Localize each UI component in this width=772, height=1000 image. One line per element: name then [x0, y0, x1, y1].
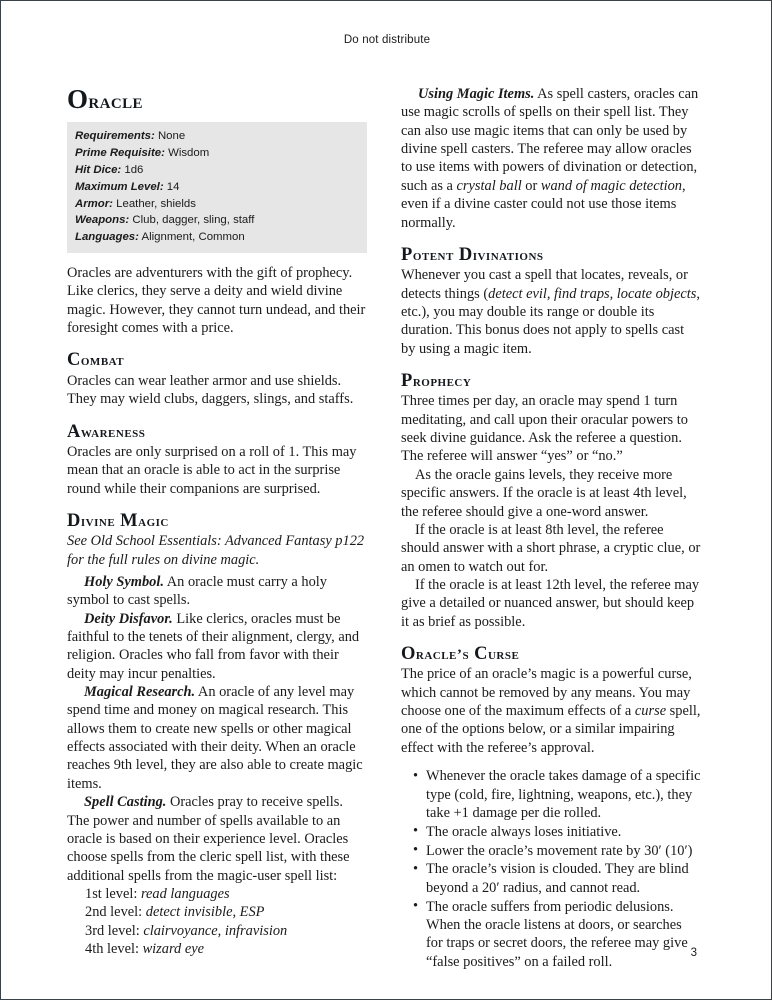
statblock-label: Hit Dice:	[75, 163, 122, 176]
page-title	[67, 85, 367, 113]
statblock-label: Weapons:	[75, 214, 130, 227]
bonus-spell-list	[67, 885, 367, 958]
section-heading-oracles-curse	[401, 644, 701, 664]
statblock-value: Club, dagger, sling, staff	[132, 214, 255, 227]
spell-level-label: 2nd level:	[85, 904, 146, 921]
run-in-text: An oracle of any level may spend time and money on magical research. This allows them to create new spells or other magical effects associated with their deity. When an oracle reaches 9th level, they are also able to create magic items.	[67, 684, 363, 792]
spell-list-item	[67, 940, 367, 958]
heading-rest-2: urse	[487, 646, 520, 664]
statblock-row	[75, 179, 359, 196]
section-heading-potent-divinations	[401, 245, 701, 265]
section-heading-combat	[67, 350, 367, 370]
statblock-value: Alignment, Common	[141, 231, 245, 244]
heading-rest-2: agic	[138, 512, 169, 530]
potent-divinations-paragraph	[401, 266, 701, 358]
page-title-initial: O	[67, 84, 89, 114]
spell-level-label: 3rd level:	[85, 922, 144, 939]
statblock-label: Maximum Level:	[75, 180, 164, 193]
heading-initial-2: C	[474, 644, 488, 665]
heading-rest: rophecy	[412, 373, 472, 391]
spell-list-item	[67, 922, 367, 940]
combat-paragraph: Oracles can wear leather armor and use shields. They may wield clubs, daggers, slings, and staffs.	[67, 372, 354, 408]
deity-disfavor-paragraph	[67, 610, 367, 683]
statblock-row	[75, 212, 359, 229]
oracles-curse-paragraph	[401, 665, 701, 757]
magical-research-paragraph	[67, 683, 367, 793]
heading-initial-2: M	[120, 510, 139, 531]
run-in-heading: Deity Disfavor.	[84, 610, 173, 627]
class-statblock	[67, 122, 367, 253]
heading-initial: O	[401, 644, 416, 665]
list-item: • The oracle suffers from periodic delusions. When the oracle listens at doors, or searches for traps or secret doors, the referee may give “false positives” on a failed roll.	[413, 898, 701, 971]
prophecy-paragraph-3: If the oracle is at least 8th level, the referee should answer with a short phrase, a cryptic clue, or an omen to watch out for.	[401, 521, 701, 575]
prophecy-paragraph-4: If the oracle is at least 12th level, the referee may give a detailed or nuanced answer, but should keep it as brief as possible.	[401, 576, 700, 630]
statblock-value: 14	[166, 180, 180, 193]
section-heading-prophecy	[401, 371, 701, 391]
statblock-row	[75, 229, 359, 246]
spell-names: clairvoyance, infravision	[143, 922, 288, 939]
statblock-row	[75, 128, 359, 145]
heading-rest-2: ivinations	[472, 246, 544, 264]
run-in-heading: Spell Casting.	[84, 794, 167, 811]
spell-list-item	[67, 903, 367, 921]
page-number: 3	[690, 947, 697, 959]
text-part2: , etc.), you may double its range or double its duration. This bonus does not apply to spells cast by using a magic item.	[401, 285, 700, 357]
curse-options-list	[401, 767, 701, 971]
left-column	[67, 85, 367, 958]
heading-initial: C	[67, 350, 81, 371]
statblock-label: Armor:	[75, 197, 113, 210]
statblock-label: Prime Requisite:	[75, 147, 165, 160]
text-part1: The price of an oracle’s magic is a powerful curse, which cannot be removed by any means. You may choose one of the maximum effects of a	[401, 666, 692, 720]
spell-names: detect invisible, ESP	[145, 904, 265, 921]
holy-symbol-paragraph	[67, 573, 367, 610]
statblock-row	[75, 162, 359, 179]
heading-rest: ivine	[80, 512, 116, 530]
intro-paragraph: Oracles are adventurers with the gift of prophecy. Like clerics, they serve a deity and wield divine magic. However, they cannot turn undead, and their foresight comes with a price.	[67, 265, 366, 337]
run-in-text: Oracles pray to receive spells. The power and number of spells available to an oracle is based on their experience level. Oracles choose spells from the cleric spell list, with these additional spells from the magic-user spell list:	[67, 794, 350, 884]
prophecy-paragraph-1: Three times per day, an oracle may spend 1 turn meditating, and call upon their oracular powers to seek divine guidance. Ask the referee a question. The referee will answer “yes” or “no.”	[401, 393, 688, 465]
statblock-row	[75, 145, 359, 162]
italic-item-wand: wand of magic detection	[540, 177, 682, 194]
spell-names: read languages	[140, 885, 230, 902]
list-item: • Whenever the oracle takes damage of a specific type (cold, fire, lightning, weapons, etc.), they take +1 damage per die rolled.	[413, 767, 701, 822]
spell-level-label: 1st level:	[85, 885, 141, 902]
statblock-row	[75, 196, 359, 213]
statblock-value: None	[157, 130, 186, 143]
page-title-rest: racle	[88, 89, 143, 113]
heading-initial: A	[67, 421, 81, 442]
awareness-paragraph: Oracles are only surprised on a roll of 1. This may mean that an oracle is able to act in the surprise round while their companions are surprised.	[67, 443, 357, 497]
heading-rest: otent	[412, 246, 454, 264]
run-in-text: Like clerics, oracles must be faithful to the tenets of their alignment, clergy, and religion. Oracles who fall from favor with their deity may incur penalties.	[67, 610, 360, 682]
statblock-value: 1d6	[124, 163, 144, 176]
statblock-label: Languages:	[75, 231, 139, 244]
heading-rest: ombat	[80, 352, 125, 370]
heading-initial-2: D	[458, 244, 473, 265]
spell-list-item	[67, 885, 367, 903]
heading-rest: racle’s	[415, 646, 470, 664]
right-column	[401, 85, 701, 972]
heading-initial: D	[67, 510, 81, 531]
text-part2: spell, one of the options below, or a similar impairing effect with the referee’s approval.	[401, 703, 701, 756]
run-in-heading: Holy Symbol.	[84, 573, 164, 590]
heading-initial: P	[401, 244, 413, 265]
run-in-text-part2: or	[521, 177, 541, 194]
statblock-label: Requirements:	[75, 130, 155, 143]
using-magic-items-paragraph	[401, 85, 701, 232]
italic-item-crystal-ball: crystal ball	[456, 177, 522, 194]
run-in-text-part1: As spell casters, oracles can use magic scrolls of spells on their spell list. They can also use magic items that can only be used by divine spell casters. The referee may allow oracles to use items with powers of divination or detection, such as a	[401, 86, 699, 194]
running-head: Do not distribute	[343, 34, 431, 46]
spell-names: wizard eye	[142, 941, 204, 958]
statblock-value: Wisdom	[168, 147, 210, 160]
italic-spell-names: detect evil, find traps, locate objects	[488, 285, 697, 302]
run-in-text-part3: , even if a divine caster could not use those items normally.	[401, 177, 686, 231]
list-item: • Lower the oracle’s movement rate by 30′ (10′)	[413, 842, 701, 860]
section-heading-awareness	[67, 422, 367, 442]
two-column-body	[67, 84, 715, 970]
text-part1: Whenever you cast a spell that locates, reveals, or detects things (	[401, 267, 688, 302]
statblock-value: Leather, shields	[116, 197, 196, 210]
run-in-text: An oracle must carry a holy symbol to cast spells.	[67, 573, 327, 609]
list-item: • The oracle always loses initiative.	[413, 823, 701, 841]
heading-initial: P	[401, 371, 413, 392]
run-in-heading: Using Magic Items.	[418, 86, 535, 102]
divine-magic-note: See Old School Essentials: Advanced Fantasy p122 for the full rules on divine magic.	[67, 533, 365, 568]
spell-level-label: 4th level:	[85, 941, 143, 958]
heading-rest: wareness	[80, 423, 146, 441]
list-item: • The oracle’s vision is clouded. They are blind beyond a 20′ radius, and cannot read.	[413, 860, 701, 897]
spell-casting-paragraph	[67, 793, 367, 885]
italic-spell-curse: curse	[634, 703, 667, 720]
run-in-heading: Magical Research.	[84, 684, 196, 701]
section-heading-divine-magic	[67, 511, 367, 531]
prophecy-paragraph-2: As the oracle gains levels, they receive more specific answers. If the oracle is at least 4th level, the referee should give a one-word answer.	[401, 466, 687, 520]
